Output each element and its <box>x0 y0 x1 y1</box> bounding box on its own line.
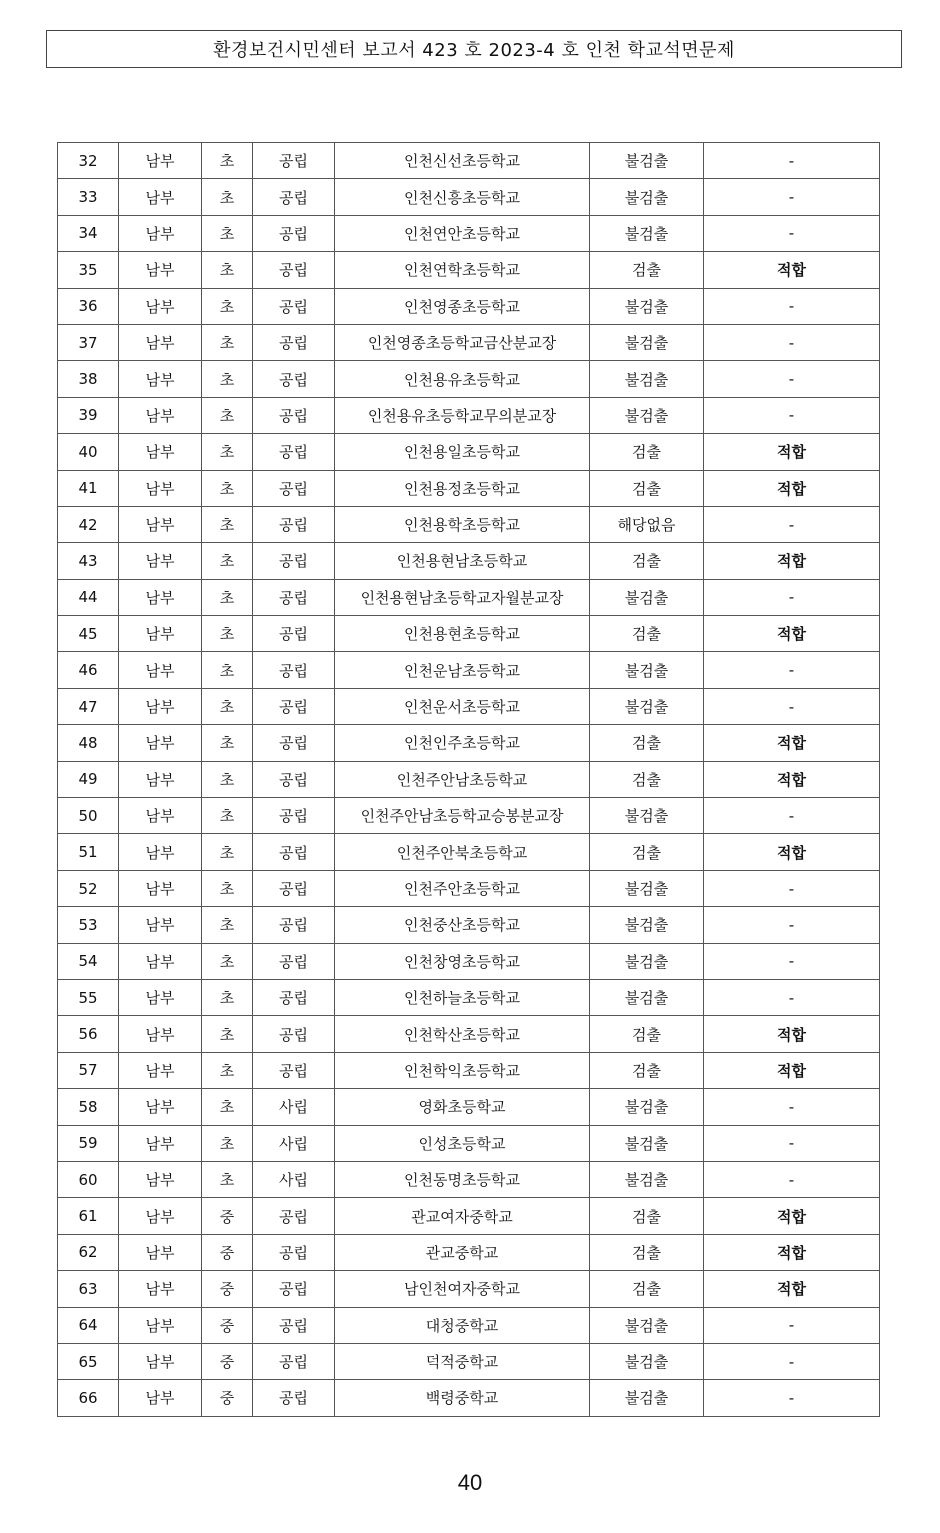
school-level-cell: 초 <box>202 798 253 834</box>
table-row <box>58 543 880 579</box>
school-level-cell: 초 <box>202 943 253 979</box>
region-cell: 남부 <box>119 652 202 688</box>
row-number-cell: 42 <box>58 506 119 542</box>
detection-cell: 검출 <box>590 1198 704 1234</box>
result-cell: 적합 <box>704 434 880 470</box>
result-cell: - <box>704 979 880 1015</box>
row-number-cell: 41 <box>58 470 119 506</box>
detection-cell: 불검출 <box>590 798 704 834</box>
school-type-cell: 공립 <box>253 1052 335 1088</box>
school-name-cell: 관교중학교 <box>335 1234 590 1270</box>
school-type-cell: 공립 <box>253 470 335 506</box>
row-number-cell: 38 <box>58 361 119 397</box>
report-header <box>46 30 902 68</box>
result-cell: 적합 <box>704 1271 880 1307</box>
school-name-cell: 대청중학교 <box>335 1307 590 1343</box>
row-number-cell: 33 <box>58 179 119 215</box>
detection-cell: 검출 <box>590 1016 704 1052</box>
school-name-cell: 인천용유초등학교 <box>335 361 590 397</box>
result-cell: - <box>704 506 880 542</box>
table-row <box>58 907 880 943</box>
table-row <box>58 1234 880 1270</box>
school-type-cell: 공립 <box>253 215 335 251</box>
detection-cell: 불검출 <box>590 870 704 906</box>
school-type-cell: 공립 <box>253 761 335 797</box>
school-name-cell: 인천용현초등학교 <box>335 616 590 652</box>
school-type-cell: 공립 <box>253 506 335 542</box>
region-cell: 남부 <box>119 506 202 542</box>
row-number-cell: 43 <box>58 543 119 579</box>
school-name-cell: 인천용현남초등학교 <box>335 543 590 579</box>
school-level-cell: 초 <box>202 979 253 1015</box>
detection-cell: 불검출 <box>590 397 704 433</box>
region-cell: 남부 <box>119 907 202 943</box>
table-row <box>58 252 880 288</box>
school-type-cell: 공립 <box>253 434 335 470</box>
detection-cell: 검출 <box>590 252 704 288</box>
school-level-cell: 초 <box>202 725 253 761</box>
school-type-cell: 공립 <box>253 397 335 433</box>
region-cell: 남부 <box>119 616 202 652</box>
table-row <box>58 1016 880 1052</box>
region-cell: 남부 <box>119 943 202 979</box>
region-cell: 남부 <box>119 361 202 397</box>
result-cell: - <box>704 798 880 834</box>
school-level-cell: 초 <box>202 616 253 652</box>
school-level-cell: 초 <box>202 1016 253 1052</box>
table-row <box>58 798 880 834</box>
school-level-cell: 초 <box>202 688 253 724</box>
region-cell: 남부 <box>119 1234 202 1270</box>
school-type-cell: 공립 <box>253 252 335 288</box>
region-cell: 남부 <box>119 143 202 179</box>
detection-cell: 불검출 <box>590 579 704 615</box>
school-type-cell: 공립 <box>253 616 335 652</box>
result-cell: - <box>704 1089 880 1125</box>
row-number-cell: 56 <box>58 1016 119 1052</box>
detection-cell: 검출 <box>590 1052 704 1088</box>
school-asbestos-table <box>57 142 880 1417</box>
school-name-cell: 인천용유초등학교무의분교장 <box>335 397 590 433</box>
region-cell: 남부 <box>119 834 202 870</box>
row-number-cell: 62 <box>58 1234 119 1270</box>
detection-cell: 불검출 <box>590 1089 704 1125</box>
table-row <box>58 1052 880 1088</box>
school-name-cell: 인천운남초등학교 <box>335 652 590 688</box>
region-cell: 남부 <box>119 1343 202 1379</box>
result-cell: - <box>704 397 880 433</box>
row-number-cell: 55 <box>58 979 119 1015</box>
result-cell: - <box>704 1125 880 1161</box>
table-row <box>58 1198 880 1234</box>
school-name-cell: 인천창영초등학교 <box>335 943 590 979</box>
school-level-cell: 중 <box>202 1307 253 1343</box>
table-row <box>58 361 880 397</box>
row-number-cell: 49 <box>58 761 119 797</box>
detection-cell: 검출 <box>590 1271 704 1307</box>
region-cell: 남부 <box>119 1161 202 1197</box>
result-cell: - <box>704 579 880 615</box>
table-row <box>58 943 880 979</box>
school-name-cell: 인천연안초등학교 <box>335 215 590 251</box>
school-level-cell: 초 <box>202 252 253 288</box>
region-cell: 남부 <box>119 215 202 251</box>
row-number-cell: 35 <box>58 252 119 288</box>
region-cell: 남부 <box>119 1271 202 1307</box>
row-number-cell: 53 <box>58 907 119 943</box>
region-cell: 남부 <box>119 579 202 615</box>
region-cell: 남부 <box>119 1052 202 1088</box>
detection-cell: 검출 <box>590 1234 704 1270</box>
school-name-cell: 남인천여자중학교 <box>335 1271 590 1307</box>
result-cell: 적합 <box>704 470 880 506</box>
result-cell: 적합 <box>704 725 880 761</box>
result-cell: - <box>704 215 880 251</box>
row-number-cell: 54 <box>58 943 119 979</box>
school-type-cell: 공립 <box>253 143 335 179</box>
school-name-cell: 인천영종초등학교 <box>335 288 590 324</box>
result-cell: 적합 <box>704 1052 880 1088</box>
row-number-cell: 51 <box>58 834 119 870</box>
result-cell: - <box>704 324 880 360</box>
table-row <box>58 506 880 542</box>
detection-cell: 불검출 <box>590 361 704 397</box>
result-cell: - <box>704 943 880 979</box>
school-level-cell: 초 <box>202 324 253 360</box>
detection-cell: 불검출 <box>590 652 704 688</box>
school-type-cell: 공립 <box>253 907 335 943</box>
result-cell: 적합 <box>704 616 880 652</box>
school-level-cell: 중 <box>202 1234 253 1270</box>
table-row <box>58 397 880 433</box>
row-number-cell: 66 <box>58 1380 119 1416</box>
region-cell: 남부 <box>119 979 202 1015</box>
row-number-cell: 59 <box>58 1125 119 1161</box>
table-row <box>58 834 880 870</box>
row-number-cell: 61 <box>58 1198 119 1234</box>
school-name-cell: 백령중학교 <box>335 1380 590 1416</box>
table-row <box>58 1125 880 1161</box>
region-cell: 남부 <box>119 688 202 724</box>
school-type-cell: 공립 <box>253 1343 335 1379</box>
region-cell: 남부 <box>119 761 202 797</box>
table-row <box>58 1307 880 1343</box>
school-level-cell: 초 <box>202 870 253 906</box>
result-cell: 적합 <box>704 761 880 797</box>
table-row <box>58 979 880 1015</box>
school-name-cell: 인천신흥초등학교 <box>335 179 590 215</box>
region-cell: 남부 <box>119 1307 202 1343</box>
school-level-cell: 초 <box>202 215 253 251</box>
detection-cell: 불검출 <box>590 688 704 724</box>
row-number-cell: 57 <box>58 1052 119 1088</box>
table-row <box>58 725 880 761</box>
detection-cell: 불검출 <box>590 1343 704 1379</box>
school-level-cell: 초 <box>202 470 253 506</box>
row-number-cell: 46 <box>58 652 119 688</box>
region-cell: 남부 <box>119 1380 202 1416</box>
table-row <box>58 1380 880 1416</box>
school-name-cell: 영화초등학교 <box>335 1089 590 1125</box>
row-number-cell: 36 <box>58 288 119 324</box>
detection-cell: 불검출 <box>590 179 704 215</box>
row-number-cell: 48 <box>58 725 119 761</box>
table-row <box>58 1271 880 1307</box>
result-cell: 적합 <box>704 1198 880 1234</box>
row-number-cell: 39 <box>58 397 119 433</box>
result-cell: - <box>704 1307 880 1343</box>
row-number-cell: 52 <box>58 870 119 906</box>
result-cell: - <box>704 870 880 906</box>
result-cell: 적합 <box>704 543 880 579</box>
result-cell: - <box>704 688 880 724</box>
region-cell: 남부 <box>119 1089 202 1125</box>
school-name-cell: 인천용학초등학교 <box>335 506 590 542</box>
school-level-cell: 초 <box>202 1052 253 1088</box>
row-number-cell: 63 <box>58 1271 119 1307</box>
school-name-cell: 인천중산초등학교 <box>335 907 590 943</box>
school-type-cell: 공립 <box>253 979 335 1015</box>
school-type-cell: 사립 <box>253 1125 335 1161</box>
table-row <box>58 288 880 324</box>
result-cell: - <box>704 179 880 215</box>
school-level-cell: 초 <box>202 907 253 943</box>
report-title: 환경보건시민센터 보고서 423 호 2023-4 호 인천 학교석면문제 <box>213 40 735 61</box>
school-name-cell: 인천주안초등학교 <box>335 870 590 906</box>
page-number: 40 <box>457 1470 483 1495</box>
detection-cell: 검출 <box>590 725 704 761</box>
school-type-cell: 공립 <box>253 1234 335 1270</box>
school-name-cell: 인천학산초등학교 <box>335 1016 590 1052</box>
school-name-cell: 인천용정초등학교 <box>335 470 590 506</box>
region-cell: 남부 <box>119 1016 202 1052</box>
region-cell: 남부 <box>119 725 202 761</box>
result-cell: - <box>704 1161 880 1197</box>
school-level-cell: 중 <box>202 1380 253 1416</box>
school-name-cell: 인천학익초등학교 <box>335 1052 590 1088</box>
detection-cell: 불검출 <box>590 1380 704 1416</box>
table-body <box>58 143 880 1417</box>
school-level-cell: 초 <box>202 543 253 579</box>
detection-cell: 불검출 <box>590 1307 704 1343</box>
school-type-cell: 공립 <box>253 361 335 397</box>
row-number-cell: 60 <box>58 1161 119 1197</box>
table-row <box>58 434 880 470</box>
school-name-cell: 인천용일초등학교 <box>335 434 590 470</box>
school-type-cell: 공립 <box>253 725 335 761</box>
region-cell: 남부 <box>119 434 202 470</box>
detection-cell: 검출 <box>590 616 704 652</box>
school-level-cell: 초 <box>202 361 253 397</box>
row-number-cell: 40 <box>58 434 119 470</box>
region-cell: 남부 <box>119 1125 202 1161</box>
school-name-cell: 인천동명초등학교 <box>335 1161 590 1197</box>
detection-cell: 검출 <box>590 470 704 506</box>
school-name-cell: 인천연학초등학교 <box>335 252 590 288</box>
school-level-cell: 초 <box>202 1161 253 1197</box>
result-cell: - <box>704 288 880 324</box>
school-name-cell: 인천운서초등학교 <box>335 688 590 724</box>
table-row <box>58 470 880 506</box>
detection-cell: 불검출 <box>590 907 704 943</box>
school-type-cell: 공립 <box>253 688 335 724</box>
school-name-cell: 인천영종초등학교금산분교장 <box>335 324 590 360</box>
region-cell: 남부 <box>119 179 202 215</box>
region-cell: 남부 <box>119 397 202 433</box>
region-cell: 남부 <box>119 324 202 360</box>
detection-cell: 불검출 <box>590 324 704 360</box>
school-type-cell: 공립 <box>253 179 335 215</box>
school-type-cell: 공립 <box>253 870 335 906</box>
table-row <box>58 761 880 797</box>
school-name-cell: 인천신선초등학교 <box>335 143 590 179</box>
row-number-cell: 45 <box>58 616 119 652</box>
detection-cell: 불검출 <box>590 143 704 179</box>
table-row <box>58 870 880 906</box>
school-type-cell: 공립 <box>253 579 335 615</box>
school-type-cell: 공립 <box>253 324 335 360</box>
school-level-cell: 초 <box>202 834 253 870</box>
school-level-cell: 초 <box>202 1089 253 1125</box>
school-name-cell: 인천주안남초등학교 <box>335 761 590 797</box>
table-row <box>58 324 880 360</box>
row-number-cell: 32 <box>58 143 119 179</box>
row-number-cell: 58 <box>58 1089 119 1125</box>
result-cell: 적합 <box>704 834 880 870</box>
detection-cell: 불검출 <box>590 943 704 979</box>
school-level-cell: 초 <box>202 506 253 542</box>
region-cell: 남부 <box>119 288 202 324</box>
detection-cell: 해당없음 <box>590 506 704 542</box>
school-level-cell: 중 <box>202 1198 253 1234</box>
region-cell: 남부 <box>119 1198 202 1234</box>
row-number-cell: 34 <box>58 215 119 251</box>
school-type-cell: 공립 <box>253 288 335 324</box>
result-cell: - <box>704 1343 880 1379</box>
school-type-cell: 공립 <box>253 834 335 870</box>
result-cell: 적합 <box>704 1234 880 1270</box>
region-cell: 남부 <box>119 543 202 579</box>
school-name-cell: 인천주안북초등학교 <box>335 834 590 870</box>
region-cell: 남부 <box>119 798 202 834</box>
row-number-cell: 37 <box>58 324 119 360</box>
school-type-cell: 공립 <box>253 652 335 688</box>
row-number-cell: 50 <box>58 798 119 834</box>
school-name-cell: 인천용현남초등학교자월분교장 <box>335 579 590 615</box>
school-type-cell: 공립 <box>253 1307 335 1343</box>
table-row <box>58 1089 880 1125</box>
table-row <box>58 1343 880 1379</box>
row-number-cell: 64 <box>58 1307 119 1343</box>
school-name-cell: 덕적중학교 <box>335 1343 590 1379</box>
detection-cell: 불검출 <box>590 215 704 251</box>
detection-cell: 검출 <box>590 543 704 579</box>
row-number-cell: 44 <box>58 579 119 615</box>
school-level-cell: 초 <box>202 288 253 324</box>
school-name-cell: 인성초등학교 <box>335 1125 590 1161</box>
result-cell: 적합 <box>704 252 880 288</box>
row-number-cell: 47 <box>58 688 119 724</box>
region-cell: 남부 <box>119 252 202 288</box>
result-cell: - <box>704 361 880 397</box>
school-type-cell: 사립 <box>253 1089 335 1125</box>
school-level-cell: 중 <box>202 1271 253 1307</box>
school-type-cell: 공립 <box>253 1380 335 1416</box>
result-cell: - <box>704 907 880 943</box>
school-level-cell: 초 <box>202 434 253 470</box>
table-row <box>58 1161 880 1197</box>
table-row <box>58 179 880 215</box>
school-level-cell: 초 <box>202 652 253 688</box>
detection-cell: 불검출 <box>590 1125 704 1161</box>
school-name-cell: 관교여자중학교 <box>335 1198 590 1234</box>
detection-cell: 불검출 <box>590 1161 704 1197</box>
table-row <box>58 579 880 615</box>
table-row <box>58 215 880 251</box>
detection-cell: 검출 <box>590 761 704 797</box>
table-row <box>58 652 880 688</box>
school-type-cell: 공립 <box>253 798 335 834</box>
school-type-cell: 공립 <box>253 1271 335 1307</box>
school-level-cell: 초 <box>202 1125 253 1161</box>
school-level-cell: 중 <box>202 1343 253 1379</box>
region-cell: 남부 <box>119 470 202 506</box>
school-name-cell: 인천하늘초등학교 <box>335 979 590 1015</box>
region-cell: 남부 <box>119 870 202 906</box>
result-cell: 적합 <box>704 1016 880 1052</box>
table-row <box>58 143 880 179</box>
result-cell: - <box>704 652 880 688</box>
school-type-cell: 사립 <box>253 1161 335 1197</box>
school-type-cell: 공립 <box>253 543 335 579</box>
table-row <box>58 616 880 652</box>
school-level-cell: 초 <box>202 397 253 433</box>
school-type-cell: 공립 <box>253 943 335 979</box>
result-cell: - <box>704 1380 880 1416</box>
school-level-cell: 초 <box>202 761 253 797</box>
school-type-cell: 공립 <box>253 1198 335 1234</box>
detection-cell: 검출 <box>590 434 704 470</box>
detection-cell: 불검출 <box>590 288 704 324</box>
school-name-cell: 인천주안남초등학교승봉분교장 <box>335 798 590 834</box>
table-row <box>58 688 880 724</box>
school-level-cell: 초 <box>202 143 253 179</box>
school-level-cell: 초 <box>202 579 253 615</box>
result-cell: - <box>704 143 880 179</box>
school-level-cell: 초 <box>202 179 253 215</box>
detection-cell: 검출 <box>590 834 704 870</box>
school-name-cell: 인천인주초등학교 <box>335 725 590 761</box>
row-number-cell: 65 <box>58 1343 119 1379</box>
detection-cell: 불검출 <box>590 979 704 1015</box>
school-type-cell: 공립 <box>253 1016 335 1052</box>
